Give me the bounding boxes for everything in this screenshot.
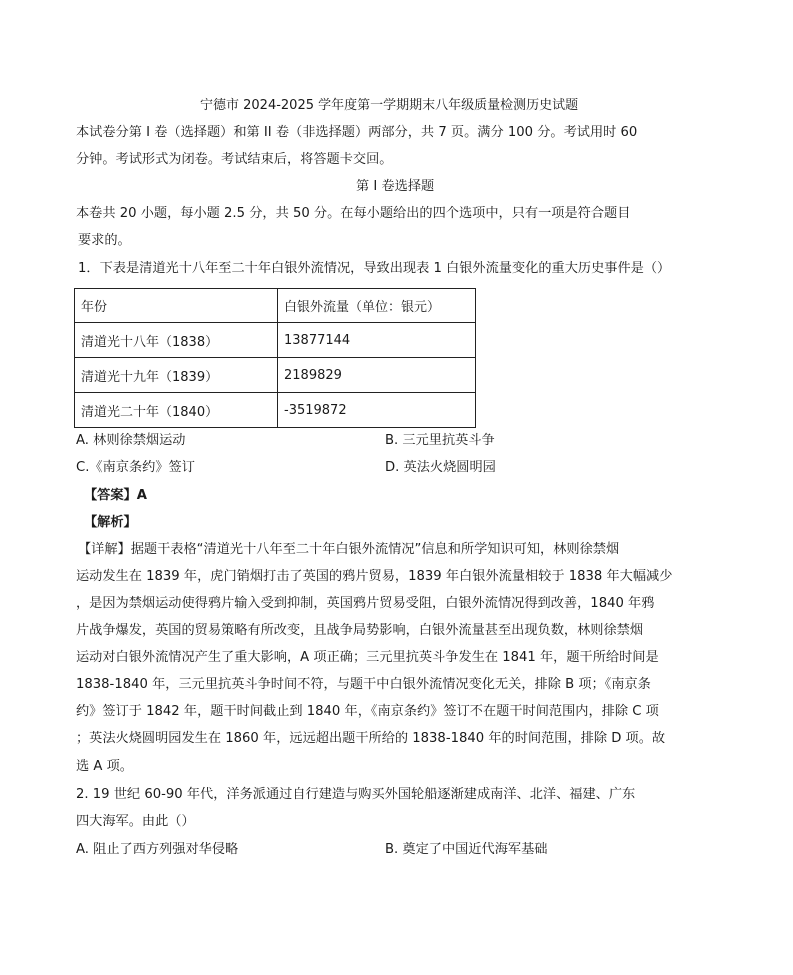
detail-line-9: 选 A 项。 [76, 759, 133, 774]
q2-option-a: A. 阻止了西方列强对华侵略 [76, 842, 239, 857]
detail-line-4: 片战争爆发，英国的贸易策略有所改变，且战争局势影响，白银外流量甚至出现负数，林则徐禁烟 [76, 623, 644, 638]
table-cell-year: 清道光十八年（1838） [75, 323, 278, 358]
table-header-year: 年份 [75, 289, 278, 323]
exam-title: 宁德市 2024-2025 学年度第一学期期末八年级质量检测历史试题 [200, 98, 579, 113]
analysis-label: 【解析】 [84, 515, 137, 530]
table-cell-value: 2189829 [278, 358, 476, 393]
section-desc-1: 本卷共 20 小题，每小题 2.5 分，共 50 分。在每小题给出的四个选项中，只有一项是符合题目 [76, 206, 631, 221]
detail-line-6: 1838-1840 年，三元里抗英斗争时间不符，与题干中白银外流情况变化无关，排除 B 项；《南京条 [76, 677, 651, 692]
answer-line [84, 487, 147, 505]
table-row [75, 393, 476, 428]
silver-outflow-table [74, 288, 476, 428]
intro-line-2: 分钟。考试形式为闭卷。考试结束后，将答题卡交回。 [76, 152, 393, 167]
detail-line-1: 【详解】据题干表格“清道光十八年至二十年白银外流情况”信息和所学知识可知，林则徐禁烟 [78, 542, 620, 557]
detail-line-2: 运动发生在 1839 年，虎门销烟打击了英国的鸦片贸易，1839 年白银外流量相较于 1838 年大幅减少 [76, 569, 673, 584]
table-cell-value: -3519872 [278, 393, 476, 428]
question-2-stem-1: 2. 19 世纪 60-90 年代，洋务派通过自行建造与购买外国轮船逐渐建成南洋、北洋、福建、广东 [76, 787, 636, 802]
table-header-outflow: 白银外流量（单位：银元） [278, 289, 476, 323]
q1-option-b: B. 三元里抗英斗争 [385, 433, 495, 448]
q2-option-b: B. 奠定了中国近代海军基础 [385, 842, 548, 857]
table-cell-value: 13877144 [278, 323, 476, 358]
table-cell-year: 清道光二十年（1840） [75, 393, 278, 428]
intro-line-1: 本试卷分第 I 卷（选择题）和第 II 卷（非选择题）两部分，共 7 页。满分 100 分。考试用时 60 [76, 125, 638, 140]
q1-option-a: A. 林则徐禁烟运动 [76, 433, 186, 448]
detail-line-7: 约》签订于 1842 年，题干时间截止到 1840 年，《南京条约》签订不在题干时间范围内，排除 C 项 [76, 704, 659, 719]
answer-value: A [136, 488, 147, 503]
table-header-row [75, 289, 476, 323]
section-desc-2: 要求的。 [78, 233, 131, 248]
q1-option-d: D. 英法火烧圆明园 [385, 460, 496, 475]
table-row [75, 358, 476, 393]
detail-line-3: ，是因为禁烟运动使得鸦片输入受到抑制，英国鸦片贸易受阻，白银外流情况得到改善，1840 年鸦 [76, 596, 655, 611]
table-cell-year: 清道光十九年（1839） [75, 358, 278, 393]
q1-option-c: C.《南京条约》签订 [76, 460, 195, 475]
answer-label: 【答案】 [84, 488, 137, 503]
question-1-stem: 1．下表是清道光十八年至二十年白银外流情况，导致出现表 1 白银外流量变化的重大历史事件是（） [78, 261, 671, 276]
section-heading: 第 I 卷选择题 [356, 179, 435, 194]
table-row [75, 323, 476, 358]
question-2-stem-2: 四大海军。由此（） [76, 814, 195, 829]
detail-line-8: ；英法火烧圆明园发生在 1860 年，远远超出题干所给的 1838-1840 年的时间范围，排除 D 项。故 [76, 731, 666, 746]
detail-line-5: 运动对白银外流情况产生了重大影响，A 项正确；三元里抗英斗争发生在 1841 年，题干所给时间是 [76, 650, 659, 665]
